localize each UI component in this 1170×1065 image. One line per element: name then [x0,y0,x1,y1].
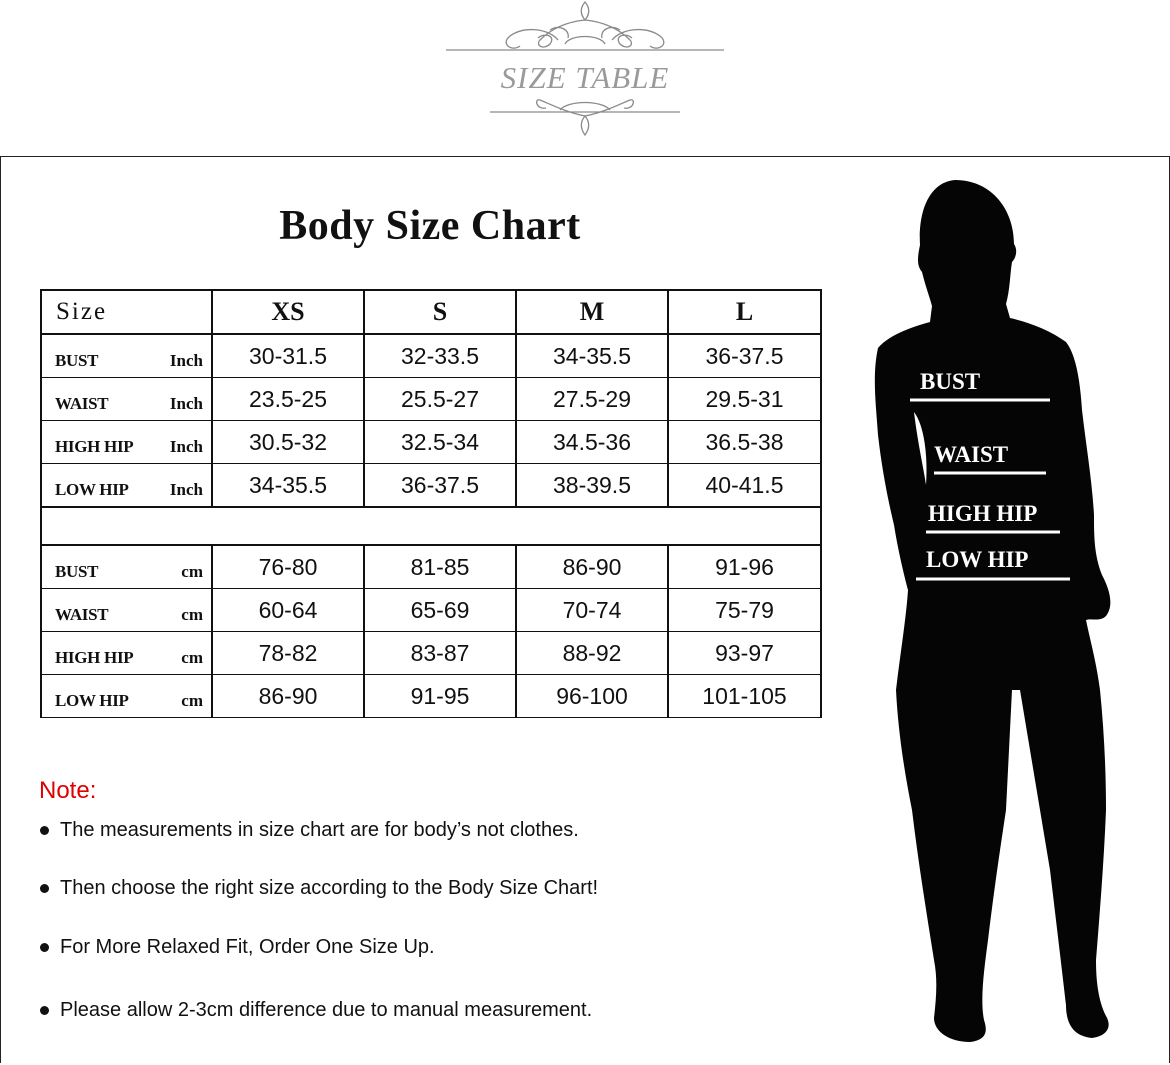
note-item [40,999,592,1022]
table-cell: 34-35.5 [212,464,364,508]
row-label: LOW HIP [55,691,129,710]
note-item [40,877,598,900]
note-item [40,819,579,842]
row-label-cell [41,334,212,378]
table-row [41,464,821,508]
table-cell: 88-92 [516,632,668,675]
table-row [41,675,821,718]
size-table-title: SIZE TABLE [500,60,670,95]
note-text: For More Relaxed Fit, Order One Size Up. [60,936,435,958]
table-cell: 32.5-34 [364,421,516,464]
table-cell: 86-90 [516,545,668,589]
size-table [40,289,822,718]
table-cell: 91-96 [668,545,821,589]
table-spacer-cell [41,507,821,545]
size-header-s: S [364,290,516,334]
table-row [41,589,821,632]
row-label-cell [41,378,212,421]
table-cell: 40-41.5 [668,464,821,508]
table-cell: 36-37.5 [364,464,516,508]
table-row [41,378,821,421]
size-header-m: M [516,290,668,334]
size-column-header: Size [41,290,212,334]
row-label: BUST [55,351,99,370]
row-label-cell [41,589,212,632]
table-cell: 36-37.5 [668,334,821,378]
table-cell: 81-85 [364,545,516,589]
row-label-cell [41,421,212,464]
table-cell: 29.5-31 [668,378,821,421]
bullet-icon [40,1006,49,1015]
table-cell: 65-69 [364,589,516,632]
figure-label-low-hip: LOW HIP [926,547,1029,572]
note-text: The measurements in size chart are for body’s not clothes. [60,819,579,841]
table-cell: 30.5-32 [212,421,364,464]
table-cell: 86-90 [212,675,364,718]
row-unit: cm [181,605,203,624]
table-cell: 83-87 [364,632,516,675]
note-item [40,936,435,959]
row-unit: Inch [169,437,203,456]
row-label: WAIST [55,605,109,624]
table-cell: 96-100 [516,675,668,718]
row-unit: Inch [169,480,203,499]
row-label: HIGH HIP [55,437,134,456]
row-unit: cm [181,562,203,581]
table-cell: 32-33.5 [364,334,516,378]
table-cell: 34.5-36 [516,421,668,464]
table-cell: 34-35.5 [516,334,668,378]
table-cell: 36.5-38 [668,421,821,464]
table-cell: 30-31.5 [212,334,364,378]
table-row [41,632,821,675]
table-cell: 25.5-27 [364,378,516,421]
size-header-xs: XS [212,290,364,334]
bullet-icon [40,943,49,952]
figure-label-bust: BUST [920,369,981,394]
row-unit: Inch [169,394,203,413]
table-row [41,545,821,589]
row-label: WAIST [55,394,109,413]
size-header-l: L [668,290,821,334]
table-cell: 78-82 [212,632,364,675]
chart-title: Body Size Chart [279,203,581,249]
table-cell: 76-80 [212,545,364,589]
table-header-row [41,290,821,334]
body-silhouette-icon [860,170,1160,1060]
table-cell: 60-64 [212,589,364,632]
size-table-header [0,0,1170,156]
note-title: Note: [39,777,97,804]
row-label-cell [41,464,212,508]
row-unit: Inch [169,351,203,370]
figure-label-waist: WAIST [934,442,1009,467]
table-cell: 91-95 [364,675,516,718]
row-label-cell [41,545,212,589]
table-row [41,334,821,378]
table-cell: 23.5-25 [212,378,364,421]
row-label-cell [41,675,212,718]
table-cell: 75-79 [668,589,821,632]
note-text: Please allow 2-3cm difference due to manual measurement. [60,999,593,1021]
row-label: HIGH HIP [55,648,134,667]
bullet-icon [40,826,49,835]
table-spacer-row [41,507,821,545]
table-cell: 93-97 [668,632,821,675]
row-label: LOW HIP [55,480,129,499]
bullet-icon [40,884,49,893]
figure-label-high-hip: HIGH HIP [928,501,1038,526]
row-unit: cm [181,691,203,710]
table-cell: 38-39.5 [516,464,668,508]
row-label-cell [41,632,212,675]
table-cell: 101-105 [668,675,821,718]
body-silhouette-figure [860,170,1160,1060]
table-row [41,421,821,464]
row-label: BUST [55,562,99,581]
table-cell: 27.5-29 [516,378,668,421]
table-cell: 70-74 [516,589,668,632]
row-unit: cm [181,648,203,667]
note-text: Then choose the right size according to the Body Size Chart! [60,877,599,899]
